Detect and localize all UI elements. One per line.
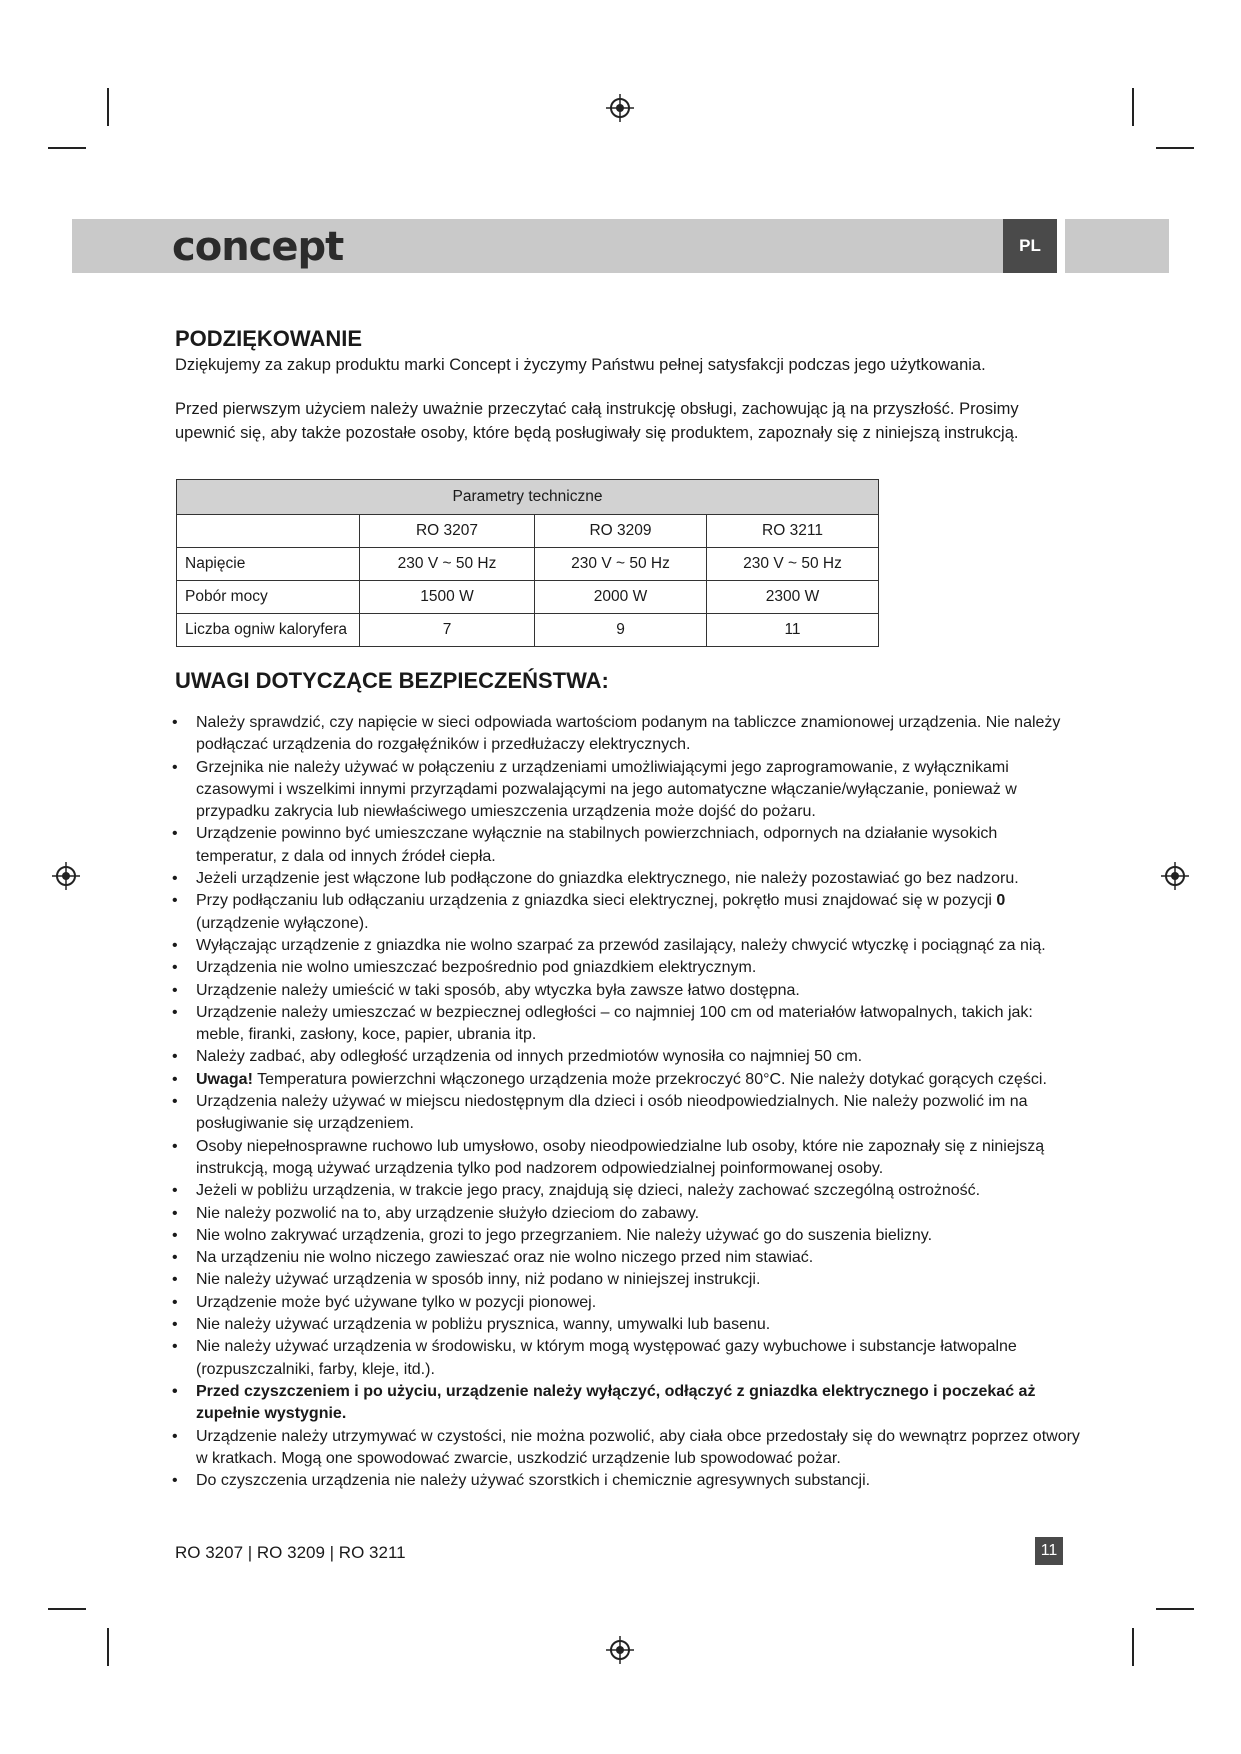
crop-mark <box>48 147 86 149</box>
page-number: 11 <box>1035 1537 1063 1565</box>
language-badge: PL <box>1003 219 1057 273</box>
list-item: • Przed czyszczeniem i po użyciu, urządzenie należy wyłączyć, odłączyć z gniazdka elektrycznego i poczekać aż zupełnie wystygnie. <box>172 1381 1082 1426</box>
registration-mark-icon <box>1161 862 1189 890</box>
table-cell: 2300 W <box>707 581 879 614</box>
brand-logo: concept <box>172 224 344 270</box>
list-item-text: Temperatura powierzchni włączonego urządzenia może przekroczyć 80°C. Nie należy dotykać gorących części. <box>257 1070 1047 1088</box>
thanks-paragraph: Dziękujemy za zakup produktu marki Concept i życzymy Państwu pełnej satysfakcji podczas jego użytkowania. <box>175 356 986 374</box>
list-item: • Nie należy używać urządzenia w środowisku, w którym mogą występować gazy wybuchowe i substancje łatwopalne (rozpuszczalniki, farby, kleje, itd.). <box>172 1336 1082 1381</box>
table-cell: 2000 W <box>535 581 707 614</box>
table-cell: 9 <box>535 614 707 647</box>
list-item: • Osoby niepełnosprawne ruchowo lub umysłowo, osoby nieodpowiedzialne lub osoby, które nie zapoznały się z niniejszą instrukcją, mogą używać urządzenia tylko pod nadzorem odpowiedzialnej poinformowanej osoby. <box>172 1136 1082 1181</box>
row-label: Napięcie <box>177 548 360 581</box>
table-cell: 230 V ~ 50 Hz <box>535 548 707 581</box>
table-caption: Parametry techniczne <box>177 480 879 515</box>
table-cell: 1500 W <box>360 581 535 614</box>
list-item: • Nie należy używać urządzenia w pobliżu prysznica, wanny, umywalki lub basenu. <box>172 1314 1082 1336</box>
list-item: • Urządzenie powinno być umieszczane wyłącznie na stabilnych powierzchniach, odpornych na działanie wysokich temperatur, z dala od innych źródeł ciepła. <box>172 823 1082 868</box>
list-item: • Należy sprawdzić, czy napięcie w sieci odpowiada wartościom podanym na tabliczce znamionowej urządzenia. Nie należy podłączać urządzenia do rozgałęźników i przedłużaczy elektrycznych. <box>172 712 1082 757</box>
safety-title: UWAGI DOTYCZĄCE BEZPIECZEŃSTWA: <box>175 668 609 693</box>
table-cell: 11 <box>707 614 879 647</box>
list-item: • Na urządzeniu nie wolno niczego zawieszać oraz nie wolno niczego przed nim stawiać. <box>172 1247 1082 1269</box>
list-item-text: Przy podłączaniu lub odłączaniu urządzenia z gniazdka sieci elektrycznej, pokrętło musi znajdować się w pozycji <box>196 892 992 910</box>
technical-parameters-table <box>176 479 879 647</box>
table-cell: 230 V ~ 50 Hz <box>360 548 535 581</box>
list-item <box>172 890 1082 935</box>
crop-mark <box>107 88 109 126</box>
list-item: • Urządzenie może być używane tylko w pozycji pionowej. <box>172 1292 1082 1314</box>
table-cell: 7 <box>360 614 535 647</box>
registration-mark-icon <box>606 1636 634 1664</box>
list-item: • Nie należy używać urządzenia w sposób inny, niż podano w niniejszej instrukcji. <box>172 1269 1082 1291</box>
thanks-title: PODZIĘKOWANIE <box>175 326 363 351</box>
safety-list <box>172 712 1082 1492</box>
registration-mark-icon <box>606 94 634 122</box>
row-label: Liczba ogniw kaloryfera <box>177 614 360 647</box>
position-suffix: (urządzenie wyłączone). <box>196 914 369 932</box>
thanks-section <box>175 325 1075 445</box>
list-item: • Urządzenie należy umieszczać w bezpiecznej odległości – co najmniej 100 cm od materiałów łatwopalnych, takich jak: meble, firanki, zasłony, koce, papier, ubrania itp. <box>172 1002 1082 1047</box>
list-item: • Urządzenie należy umieścić w taki sposób, aby wtyczka była zawsze łatwo dostępna. <box>172 980 1082 1002</box>
model-header: RO 3207 <box>360 515 535 548</box>
list-item: • Należy zadbać, aby odległość urządzenia od innych przedmiotów wynosiła co najmniej 50 cm. <box>172 1046 1082 1068</box>
list-item: • Wyłączając urządzenie z gniazdka nie wolno szarpać za przewód zasilający, należy chwycić wtyczkę i pociągnąć za nią. <box>172 935 1082 957</box>
warning-label: Uwaga! <box>196 1070 253 1088</box>
table-row <box>177 614 879 647</box>
table-row <box>177 548 879 581</box>
list-item: • Jeżeli urządzenie jest włączone lub podłączone do gniazdka elektrycznego, nie należy pozostawiać go bez nadzoru. <box>172 868 1082 890</box>
list-item: • Urządzenia nie wolno umieszczać bezpośrednio pod gniazdkiem elektrycznym. <box>172 957 1082 979</box>
table-row <box>177 581 879 614</box>
list-item: • Grzejnika nie należy używać w połączeniu z urządzeniami umożliwiającymi jego zaprogramowanie, z wyłącznikami czasowymi i wszelkimi innymi przyrządami pozwalającymi na jego automatyczne włączanie/wyłączanie, ponieważ w przypadku zakrycia lub niewłaściwego umieszczenia urządzenia może dojść do pożaru. <box>172 757 1082 824</box>
position-value: 0 <box>996 892 1006 910</box>
list-item: • Jeżeli w pobliżu urządzenia, w trakcie jego pracy, znajdują się dzieci, należy zachować szczególną ostrożność. <box>172 1180 1082 1202</box>
list-item: • Urządzenia należy używać w miejscu niedostępnym dla dzieci i osób nieodpowiedzialnych. Nie należy pozwolić im na posługiwanie się urządzeniem. <box>172 1091 1082 1136</box>
list-item: • Do czyszczenia urządzenia nie należy używać szorstkich i chemicznie agresywnych substancji. <box>172 1470 1082 1492</box>
crop-mark <box>1132 88 1134 126</box>
header-divider <box>1057 219 1065 273</box>
model-header: RO 3209 <box>535 515 707 548</box>
instructions-paragraph: Przed pierwszym użyciem należy uważnie przeczytać całą instrukcję obsługi, zachowując ją na przyszłość. Prosimy upewnić się, aby także pozostałe osoby, które będą posługiwały się produktem, zapoznały się z niniejszą instrukcją. <box>175 400 1019 442</box>
table-cell <box>177 515 360 548</box>
list-item: • Urządzenie należy utrzymywać w czystości, nie można pozwolić, aby ciała obce przedostały się do wewnątrz poprzez otwory w kratkach. Mogą one spowodować zwarcie, uszkodzić urządzenie lub spowodować pożar. <box>172 1426 1082 1471</box>
crop-mark <box>48 1608 86 1610</box>
model-header: RO 3211 <box>707 515 879 548</box>
crop-mark <box>1156 147 1194 149</box>
list-item <box>172 1069 1082 1091</box>
list-item: • Nie wolno zakrywać urządzenia, grozi to jego przegrzaniem. Nie należy używać go do suszenia bielizny. <box>172 1225 1082 1247</box>
row-label: Pobór mocy <box>177 581 360 614</box>
footer-models: RO 3207 | RO 3209 | RO 3211 <box>175 1543 406 1562</box>
header-band <box>72 219 1169 273</box>
registration-mark-icon <box>52 862 80 890</box>
list-item: • Nie należy pozwolić na to, aby urządzenie służyło dzieciom do zabawy. <box>172 1203 1082 1225</box>
table-row <box>177 515 879 548</box>
crop-mark <box>107 1628 109 1666</box>
crop-mark <box>1132 1628 1134 1666</box>
table-cell: 230 V ~ 50 Hz <box>707 548 879 581</box>
crop-mark <box>1156 1608 1194 1610</box>
